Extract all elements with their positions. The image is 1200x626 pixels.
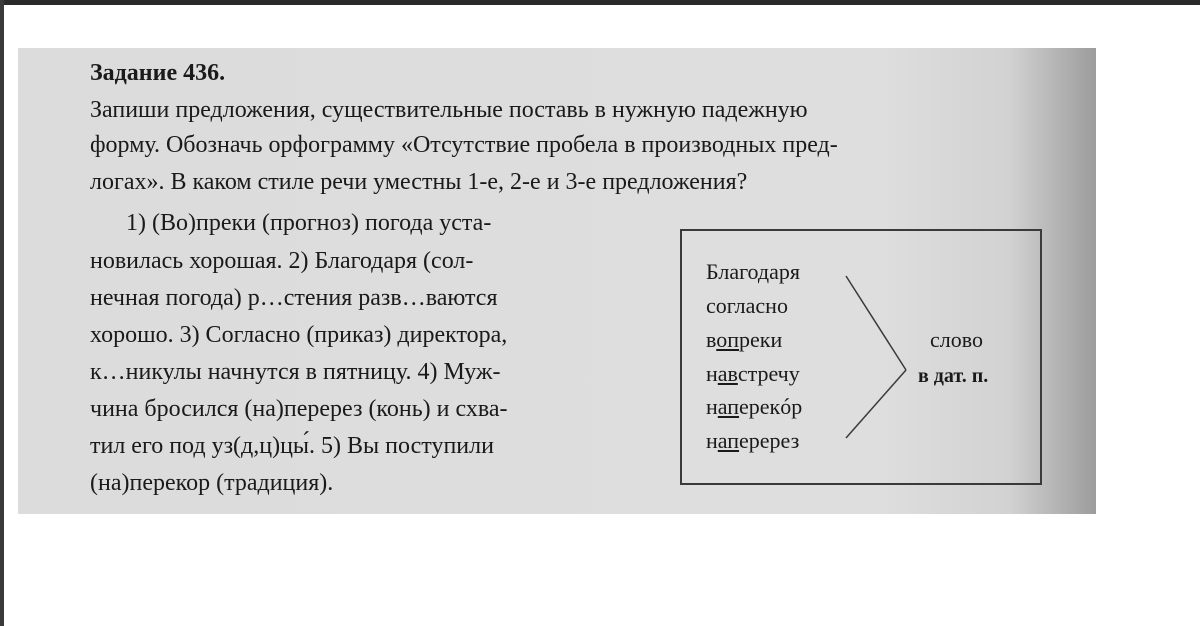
instruction-line-1: Запиши предложения, существительные поставь в нужную падежную: [90, 97, 808, 123]
preposition-prefix: н: [706, 428, 718, 453]
exercise-line-8: (на)перекор (традиция).: [90, 470, 334, 496]
preposition-suffix: еререз: [739, 428, 800, 453]
preposition-text: Благодаря: [706, 259, 801, 284]
preposition-suffix: ерекóр: [739, 394, 803, 419]
task-title: Задание 436.: [90, 60, 226, 86]
exercise-line-1: 1) (Во)преки (прогноз) погода уста-: [126, 210, 492, 236]
exercise-line-4: хорошо. 3) Согласно (приказ) директора,: [90, 322, 508, 348]
preposition-prefix: н: [706, 394, 718, 419]
connector-line-lower: [846, 370, 906, 438]
preposition-text: согласно: [706, 293, 788, 318]
exercise-line-5: к…никулы начнутся в пятницу. 4) Муж-: [90, 359, 501, 385]
exercise-line-2: новилась хорошая. 2) Благодаря (сол-: [90, 248, 474, 274]
preposition-underlined: ав: [717, 361, 738, 386]
exercise-line-3: нечная погода) р…стения разв…ваются: [90, 285, 498, 311]
exercise-line-7: тил его под уз(д,ц)цы́. 5) Вы поступили: [90, 433, 494, 459]
preposition-underlined: ап: [717, 428, 740, 453]
preposition-suffix: стречу: [737, 361, 800, 386]
preposition-underlined: ап: [717, 394, 740, 419]
preposition-prefix: н: [706, 361, 718, 386]
instruction-line-3: логах». В каком стиле речи уместны 1-е, 2-е и 3-е предложения?: [90, 169, 748, 195]
connector-line-upper: [846, 276, 906, 370]
preposition-prefix: в: [706, 327, 717, 352]
exercise-line-6: чина бросился (на)перерез (конь) и схва-: [90, 396, 508, 422]
target-word: слово: [930, 327, 983, 352]
preposition-suffix: реки: [739, 327, 783, 352]
preposition-underlined: оп: [716, 327, 740, 352]
target-case: в дат. п.: [918, 365, 989, 387]
instruction-line-2: форму. Обозначь орфограмму «Отсутствие пробела в производных пред-: [90, 132, 838, 158]
